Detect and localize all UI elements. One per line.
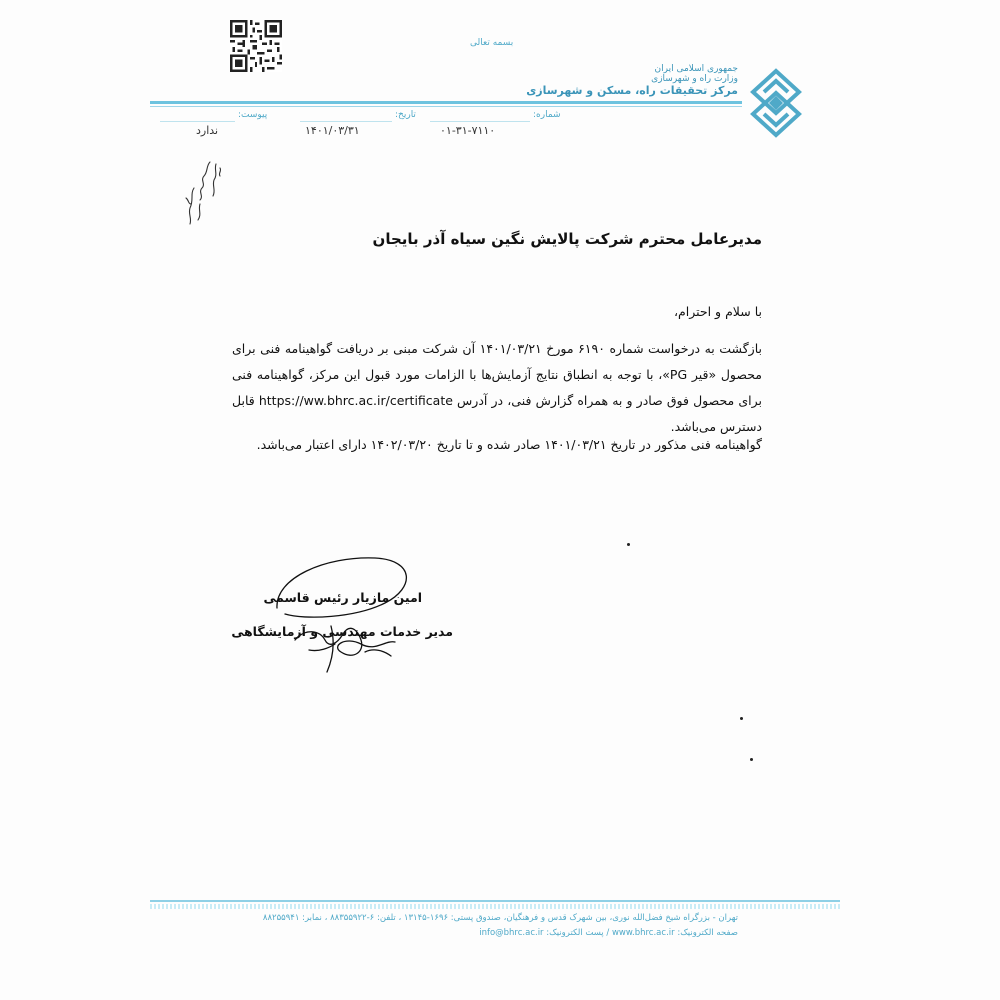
signatory-name: امین مازیار رئیس قاسمی: [263, 590, 422, 605]
ink-speck: [627, 543, 630, 546]
ink-speck: [740, 717, 743, 720]
signature-scribble: [265, 548, 425, 678]
body-paragraph-2: گواهینامه فنی مذکور در تاریخ ۱۴۰۱/۰۳/۲۱ صادر شده و تا تاریخ ۱۴۰۲/۰۳/۲۰ دارای اعتبار می‌باشد.: [256, 437, 762, 452]
basmala-text: بسمه تعالی: [470, 38, 514, 48]
footer-divider-dotted: [150, 904, 840, 909]
signatory-title: مدیر خدمات مهندسی و آزمایشگاهی: [231, 624, 453, 639]
greeting: با سلام و احترام،: [673, 304, 762, 319]
qr-code-icon: [230, 20, 282, 72]
letter-date: ۱۴۰۱/۰۳/۳۱: [305, 124, 360, 137]
letter-number: ۰۱-۳۱-۷۱۱۰: [440, 124, 496, 137]
org-country: جمهوری اسلامی ایران: [654, 64, 738, 74]
attachment-underline: [160, 121, 235, 122]
number-label: شماره:: [533, 110, 561, 120]
attachment-label: پیوست:: [238, 110, 268, 120]
header-divider: [150, 101, 742, 104]
organization-header: [526, 64, 738, 97]
handwritten-note: [180, 158, 230, 230]
date-label: تاریخ:: [395, 110, 416, 120]
org-ministry: وزارت راه و شهرسازی: [651, 74, 738, 85]
bhrc-logo-icon: [750, 68, 802, 138]
footer-divider: [150, 900, 840, 902]
org-center: مرکز تحقیقات راه، مسکن و شهرسازی: [526, 83, 738, 97]
ink-speck: [750, 758, 753, 761]
footer-address: تهران - بزرگراه شیخ فضل‌الله نوری، بین شهرک قدس و فرهنگیان، صندوق پستی: ۱۶۹۶-۱۳۱۴۵ ، تلفن: ۶-۸۸۳۵۵۹۲۲ ، نمابر: ۸۸۲۵۵۹۴۱: [262, 913, 738, 923]
attachment-value: ندارد: [196, 124, 219, 137]
number-underline: [430, 121, 530, 122]
recipient-line: مدیرعامل محترم شرکت پالایش نگین سیاه آذر بایجان: [372, 230, 762, 248]
footer-web-contact: صفحه الکترونیک: www.bhrc.ac.ir / پست الکترونیک: info@bhrc.ac.ir: [479, 928, 738, 938]
body-paragraph-1: بازگشت به درخواست شماره ۶۱۹۰ مورخ ۱۴۰۱/۰۳/۲۱ آن شرکت مبنی بر دریافت گواهینامه فنی برای محصول «قیر PG»، با توجه به انطباق نتایج آزمایش‌ها با الزامات مورد قبول این مرکز، گواهینامه فنی برای محصول فوق صادر و به همراه گزارش فنی، در آدرس https://ww.bhrc.ac.ir/certificate قابل دسترس می‌باشد.: [232, 341, 762, 434]
header-divider-thin: [150, 106, 742, 107]
date-underline: [300, 121, 392, 122]
